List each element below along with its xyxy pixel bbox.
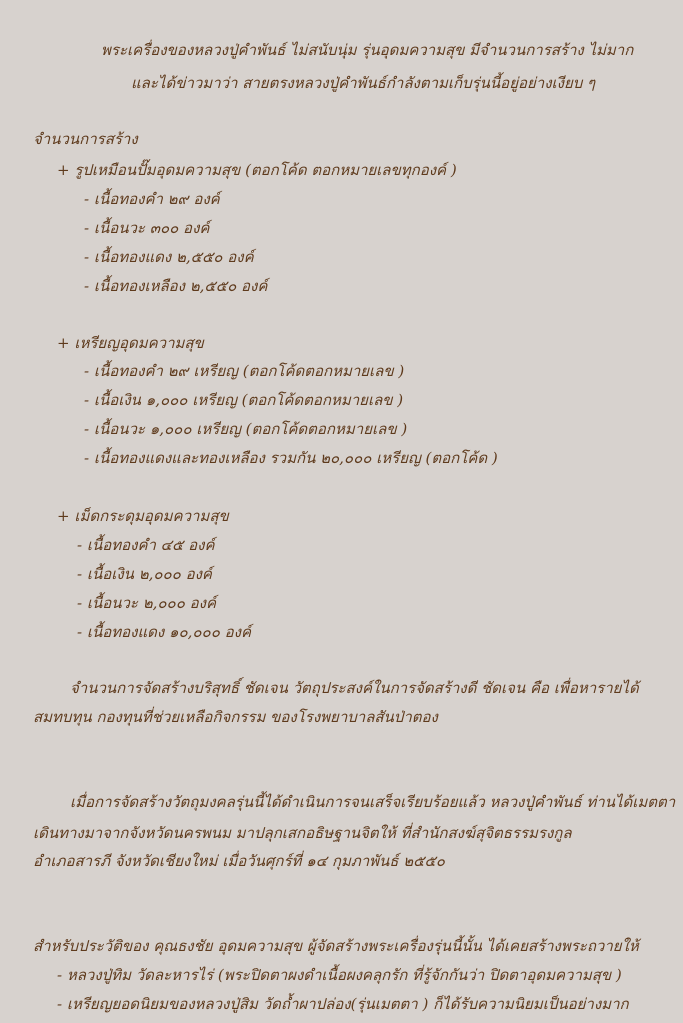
blessing-line-1: เมื่อการจัดสร้างวัตถุมงคลรุ่นนี้ได้ดำเนินการจนเสร็จเรียบร้อยแล้ว หลวงปู่คำพันธ์ ท่านได้เมตตา bbox=[70, 793, 676, 811]
blessing-line-2: เดินทางมาจากจังหวัดนครพนม มาปลุกเสกอธิษฐานจิตให้ ที่สำนักสงฆ์สุจิตธรรมรงกูล bbox=[33, 824, 572, 842]
statue-item: - เนื้อทองแดง ๒,๕๕๐ องค์ bbox=[84, 248, 254, 266]
history-line-1: สำหรับประวัติของ คุณธงชัย อุดมความสุข ผู้จัดสร้างพระเครื่องรุ่นนี้นั้น ได้เคยสร้างพระถวายให้ bbox=[33, 937, 639, 955]
coin-item: - เนื้อนวะ ๑,๐๐๐ เหรียญ (ตอกโค้ดตอกหมายเลข ) bbox=[84, 420, 408, 438]
coin-item: - เนื้อทองแดงและทองเหลือง รวมกัน ๒๐,๐๐๐ เหรียญ (ตอกโค้ด ) bbox=[84, 449, 498, 467]
purpose-line-2: สมทบทุน กองทุนที่ช่วยเหลือกิจกรรม ของโรงพยาบาลสันป่าตอง bbox=[33, 708, 438, 726]
intro-line-1: พระเครื่องของหลวงปู่คำพันธ์ ไม่สนับนุ่ม รุ่นอุดมความสุข มีจำนวนการสร้าง ไม่มาก bbox=[101, 41, 634, 59]
purpose-line-1: จำนวนการจัดสร้างบริสุทธิ์ ชัดเจน วัตถุประสงค์ในการจัดสร้างดี ชัดเจน คือ เพื่อหารายได้ bbox=[70, 679, 639, 697]
blessing-line-3: อำเภอสารภี จังหวัดเชียงใหม่ เมื่อวันศุกร์ที่ ๑๔ กุมภาพันธ์ ๒๕๕๐ bbox=[33, 852, 445, 870]
intro-line-2: และได้ข่าวมาว่า สายตรงหลวงปู่คำพันธ์กำลังตามเก็บรุ่นนี้อยู่อย่างเงียบ ๆ bbox=[131, 74, 596, 92]
group-heading-statue: + รูปเหมือนปั๊มอุดมความสุข (ตอกโค้ด ตอกหมายเลขทุกองค์ ) bbox=[57, 161, 457, 179]
section-title: จำนวนการสร้าง bbox=[33, 130, 138, 148]
button-item: - เนื้อนวะ ๒,๐๐๐ องค์ bbox=[77, 594, 216, 612]
coin-item: - เนื้อเงิน ๑,๐๐๐ เหรียญ (ตอกโค้ดตอกหมายเลข ) bbox=[84, 391, 404, 409]
statue-item: - เนื้อนวะ ๓๐๐ องค์ bbox=[84, 219, 210, 237]
button-item: - เนื้อทองแดง ๑๐,๐๐๐ องค์ bbox=[77, 623, 251, 641]
group-heading-coin: + เหรียญอุดมความสุข bbox=[57, 334, 204, 352]
button-item: - เนื้อทองคำ ๔๕ องค์ bbox=[77, 536, 215, 554]
history-line-3: - เหรียญยอดนิยมของหลวงปู่สิม วัดถ้ำผาปล่อง(รุ่นเมตตา ) ก็ได้รับความนิยมเป็นอย่างมาก bbox=[57, 995, 629, 1013]
statue-item: - เนื้อทองเหลือง ๒,๕๕๐ องค์ bbox=[84, 277, 268, 295]
statue-item: - เนื้อทองคำ ๒๙ องค์ bbox=[84, 190, 220, 208]
history-line-2: - หลวงปู่ทิม วัดละหารไร่ (พระปิดตาผงดำเนื้อผงคลุกรัก ที่รู้จักกันว่า ปิดตาอุดมความสุข ) bbox=[57, 966, 622, 984]
group-heading-button: + เม็ดกระดุมอุดมความสุข bbox=[57, 507, 229, 525]
button-item: - เนื้อเงิน ๒,๐๐๐ องค์ bbox=[77, 565, 212, 583]
coin-item: - เนื้อทองคำ ๒๙ เหรียญ (ตอกโค้ดตอกหมายเลข ) bbox=[84, 362, 405, 380]
